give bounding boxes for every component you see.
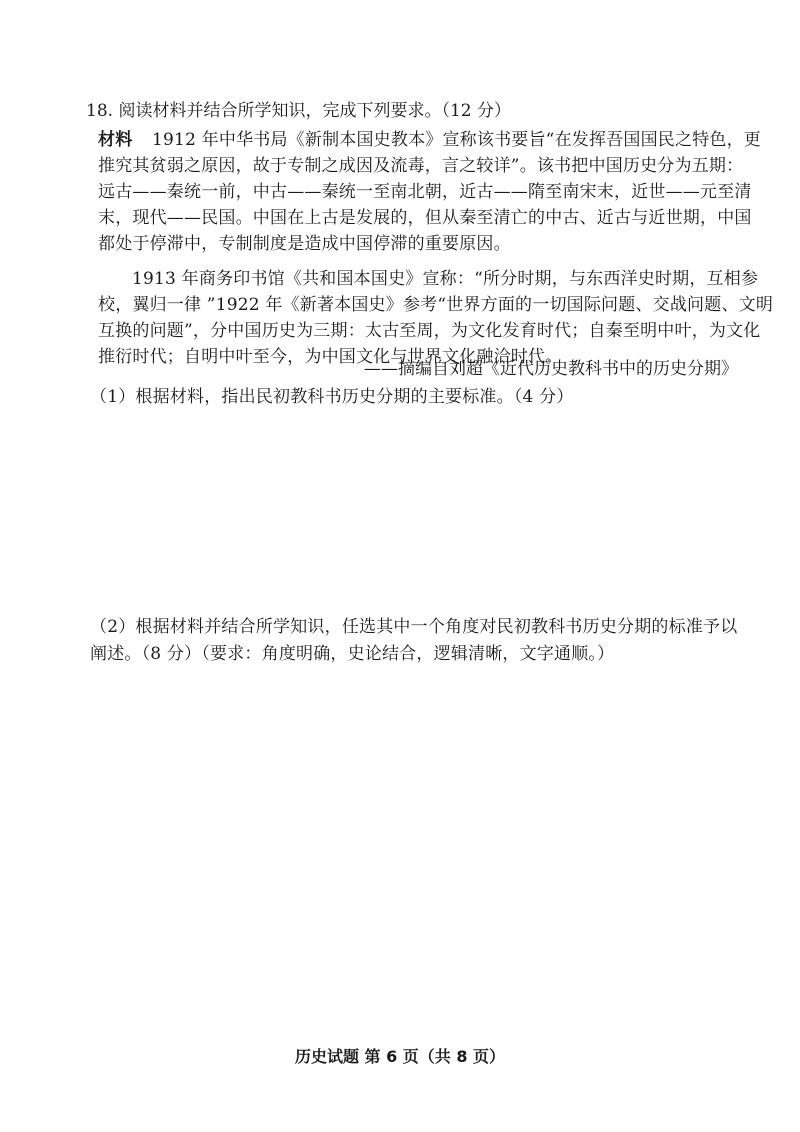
material-source: ——摘编自刘超《近代历史教科书中的历史分期》	[364, 359, 738, 379]
material-line-8: 互换的问题”，分中国历史为三期：太古至周，为文化发育时代；自秦至明中叶，为文化	[98, 321, 761, 341]
material-line-7: 校，翼归一律 ”1922 年《新著本国史》参考“世界方面的一切国际问题、交战问题、文明	[98, 295, 774, 315]
answer-area-1[interactable]	[100, 420, 740, 610]
material-label: 材料	[98, 130, 133, 150]
material-text: 1912 年中华书局《新制本国史教本》宣称该书要旨“在发挥吾国国民之特色，更	[152, 130, 761, 150]
material-line-9: 推衍时代；自明中叶至今，为中国文化与世界文化融洽时代。	[98, 347, 563, 367]
sub-question-1: （1）根据材料，指出民初教科书历史分期的主要标准。（4 分）	[90, 387, 574, 407]
page-footer: 历史试题 第 6 页（共 8 页）	[294, 1047, 506, 1066]
material-line-4: 末，现代——民国。中国在上古是发展的，但从秦至清亡的中古、近古与近世期，中国	[98, 208, 752, 228]
material-line-5: 都处于停滞中，专制制度是造成中国停滞的重要原因。	[98, 234, 511, 254]
sub-question-2-line-2: 阐述。（8 分）（要求：角度明确，史论结合，逻辑清晰，文字通顺。）	[90, 644, 615, 664]
material-line-3: 远古——秦统一前，中古——秦统一至南北朝，近古——隋至南宋末，近世——元至清	[98, 182, 752, 202]
material-line-1	[98, 127, 761, 153]
answer-area-2[interactable]	[100, 680, 740, 1020]
material-line-6: 1913 年商务印书馆《共和国本国史》宣称：“所分时期，与东西洋史时期，互相参	[132, 269, 759, 289]
question-18-prompt: 18. 阅读材料并结合所学知识，完成下列要求。（12 分）	[86, 101, 511, 121]
material-line-2: 推究其贫弱之原因，故于专制之成因及流毒，言之较详”。该书把中国历史分为五期：	[98, 156, 744, 176]
sub-question-2-line-1: （2）根据材料并结合所学知识，任选其中一个角度对民初教科书历史分期的标准予以	[90, 617, 738, 637]
